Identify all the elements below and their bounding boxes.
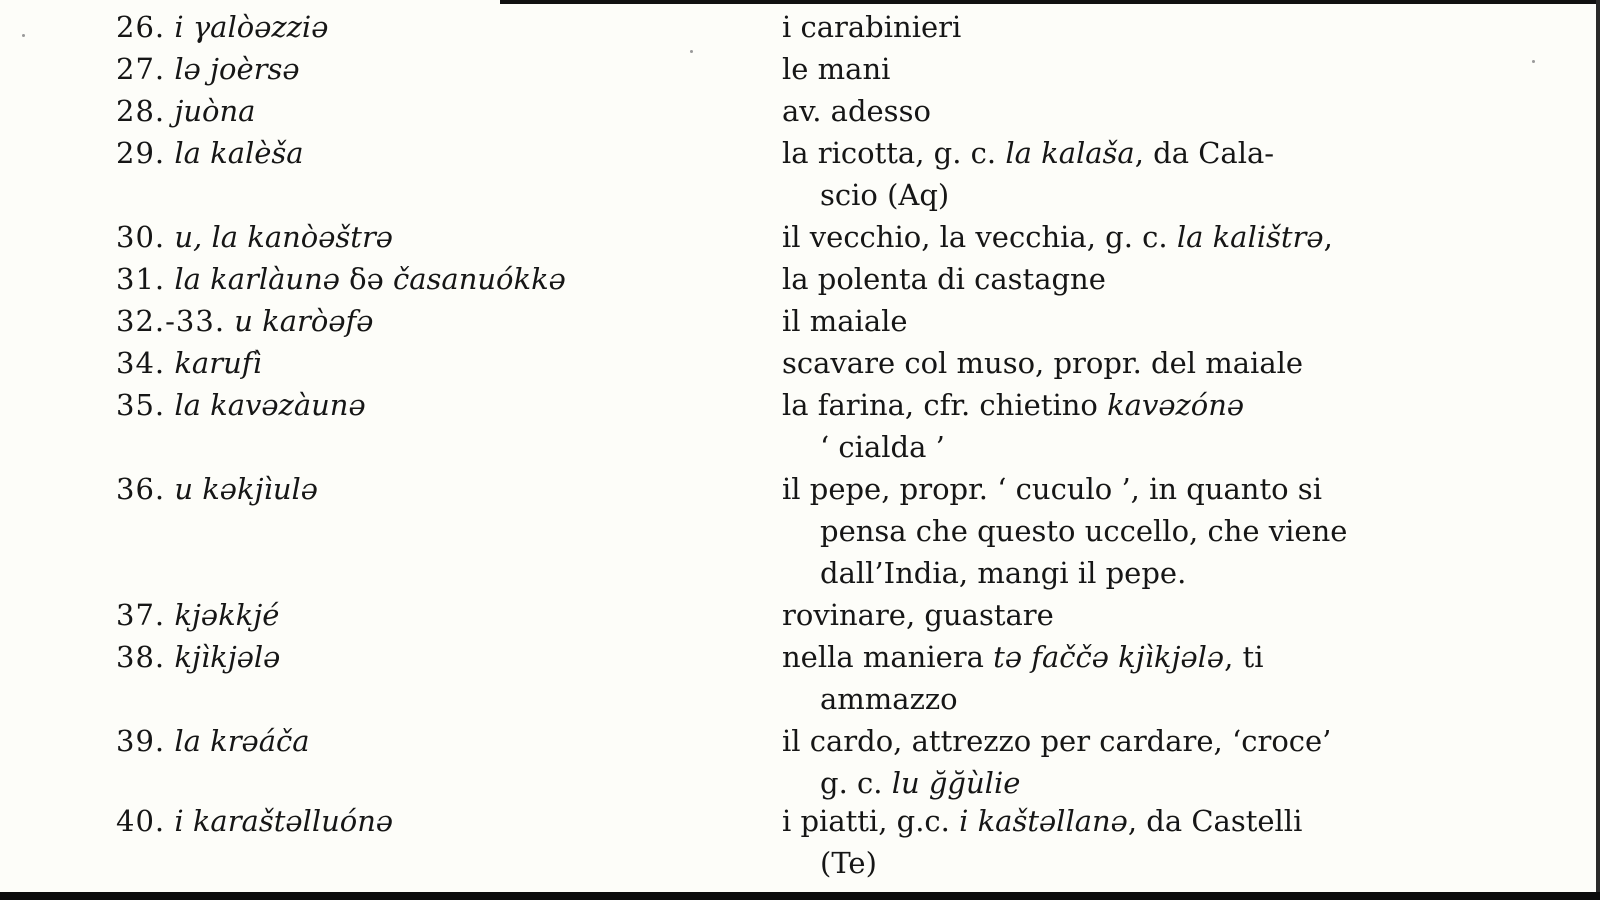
entry-number: 36.	[116, 472, 166, 506]
scan-border-top	[500, 0, 1600, 4]
dialect-term: lə joèrsə	[174, 52, 300, 86]
gloss-text: la farina, cfr. chietino	[782, 388, 1108, 422]
entry-number: 34.	[116, 346, 166, 380]
entry-number: 37.	[116, 598, 166, 632]
gloss-line	[782, 468, 1398, 510]
gloss-line	[782, 762, 1398, 804]
gloss-text: av. adesso	[782, 94, 931, 128]
entry-term	[116, 216, 756, 258]
entry-term	[116, 594, 756, 636]
dialect-term: la karlàunə	[174, 262, 350, 296]
dialect-term: kjəkkjé	[174, 598, 280, 632]
entry-gloss	[782, 800, 1398, 884]
gloss-text: ,	[1323, 220, 1333, 254]
entry-number: 30.	[116, 220, 166, 254]
gloss-line	[782, 384, 1398, 426]
gloss-line	[782, 6, 1398, 48]
entry-term	[116, 132, 756, 174]
gloss-cited-form: i kaštəllanə	[959, 804, 1128, 838]
entry-gloss	[782, 384, 1398, 468]
entry-number: 29.	[116, 136, 166, 170]
gloss-cited-form: tə faččə kjìkjələ	[993, 640, 1225, 674]
dialect-term: u karòəfə	[234, 304, 374, 338]
entry-term	[116, 48, 756, 90]
gloss-line	[782, 678, 1398, 720]
gloss-text: i piatti, g.c.	[782, 804, 960, 838]
entry-term	[116, 800, 756, 842]
entry-gloss	[782, 132, 1398, 216]
entry-number: 31.	[116, 262, 166, 296]
entry-term	[116, 384, 756, 426]
gloss-line	[782, 132, 1398, 174]
entry-number: 28.	[116, 94, 166, 128]
dialect-term: u, la kanòəštrə	[174, 220, 393, 254]
dialect-term: juòna	[174, 94, 256, 128]
gloss-text: il cardo, attrezzo per cardare, ‘croce’	[782, 724, 1332, 758]
entry-number: 26.	[116, 10, 166, 44]
entry-gloss	[782, 6, 1398, 48]
dialect-term: karufì	[174, 346, 262, 380]
entry-term	[116, 6, 756, 48]
gloss-cited-form: lu ğğùlie	[891, 766, 1021, 800]
gloss-cited-form: kavəzónə	[1107, 388, 1245, 422]
entry-term	[116, 636, 756, 678]
gloss-line	[782, 594, 1398, 636]
entry-number: 35.	[116, 388, 166, 422]
gloss-text: il pepe, propr. ‘ cuculo ’, in quanto si	[782, 472, 1322, 506]
scan-border-right	[1596, 0, 1600, 900]
entry-number: 40.	[116, 804, 166, 838]
entry-term	[116, 342, 756, 384]
entry-term	[116, 90, 756, 132]
dialect-term: časanuókkə	[383, 262, 566, 296]
gloss-text: pensa che questo uccello, che viene	[820, 514, 1348, 548]
gloss-text: , ti	[1224, 640, 1264, 674]
gloss-text: , da Cala-	[1134, 136, 1275, 170]
entry-term	[116, 300, 756, 342]
scan-speck	[1532, 60, 1535, 63]
gloss-line	[782, 800, 1398, 842]
scan-border-bottom	[0, 892, 1600, 900]
scan-speck	[22, 34, 25, 37]
dialect-term: i karaštəlluónə	[174, 804, 394, 838]
gloss-line	[782, 216, 1398, 258]
gloss-text: ‘ cialda ’	[820, 430, 945, 464]
gloss-line	[782, 258, 1398, 300]
entry-term	[116, 720, 756, 762]
gloss-text: ammazzo	[820, 682, 958, 716]
entry-number: 32.-33.	[116, 304, 226, 338]
gloss-text: (Te)	[820, 846, 877, 880]
gloss-text: i carabinieri	[782, 10, 962, 44]
entry-number: 27.	[116, 52, 166, 86]
entry-gloss	[782, 90, 1398, 132]
gloss-text: , da Castelli	[1127, 804, 1303, 838]
gloss-line	[782, 720, 1398, 762]
dialect-term: la krəáča	[174, 724, 310, 758]
gloss-line	[782, 342, 1398, 384]
gloss-cited-form: la kalištrə	[1176, 220, 1324, 254]
gloss-text: nella maniera	[782, 640, 994, 674]
gloss-line	[782, 552, 1398, 594]
dialect-term: δə	[349, 262, 384, 296]
gloss-line	[782, 48, 1398, 90]
entry-term	[116, 258, 756, 300]
dialect-term: la kalèša	[174, 136, 304, 170]
dialect-term: la kavəzàunə	[174, 388, 366, 422]
entry-term	[116, 468, 756, 510]
gloss-line	[782, 90, 1398, 132]
entry-gloss	[782, 48, 1398, 90]
dialect-term: u kəkjìulə	[174, 472, 318, 506]
gloss-text: la polenta di castagne	[782, 262, 1106, 296]
entry-gloss	[782, 342, 1398, 384]
gloss-line	[782, 510, 1398, 552]
gloss-text: il vecchio, la vecchia, g. c.	[782, 220, 1177, 254]
gloss-line	[782, 842, 1398, 884]
gloss-line	[782, 174, 1398, 216]
gloss-line	[782, 300, 1398, 342]
gloss-text: scio (Aq)	[820, 178, 950, 212]
gloss-text: rovinare, guastare	[782, 598, 1054, 632]
entry-gloss	[782, 216, 1398, 258]
entry-gloss	[782, 594, 1398, 636]
gloss-text: il maiale	[782, 304, 908, 338]
entry-number: 39.	[116, 724, 166, 758]
gloss-text: scavare col muso, propr. del maiale	[782, 346, 1304, 380]
gloss-line	[782, 636, 1398, 678]
dialect-term: i γalòəzziə	[174, 10, 329, 44]
entry-gloss	[782, 258, 1398, 300]
entry-gloss	[782, 300, 1398, 342]
gloss-text: dall’India, mangi il pepe.	[820, 556, 1187, 590]
entry-gloss	[782, 720, 1398, 804]
gloss-text: le mani	[782, 52, 891, 86]
entry-gloss	[782, 636, 1398, 720]
gloss-cited-form: la kalaša	[1005, 136, 1135, 170]
gloss-text: g. c.	[820, 766, 892, 800]
gloss-line	[782, 426, 1398, 468]
entry-number: 38.	[116, 640, 166, 674]
dialect-term: kjìkjələ	[174, 640, 281, 674]
entry-gloss	[782, 468, 1398, 594]
gloss-text: la ricotta, g. c.	[782, 136, 1006, 170]
